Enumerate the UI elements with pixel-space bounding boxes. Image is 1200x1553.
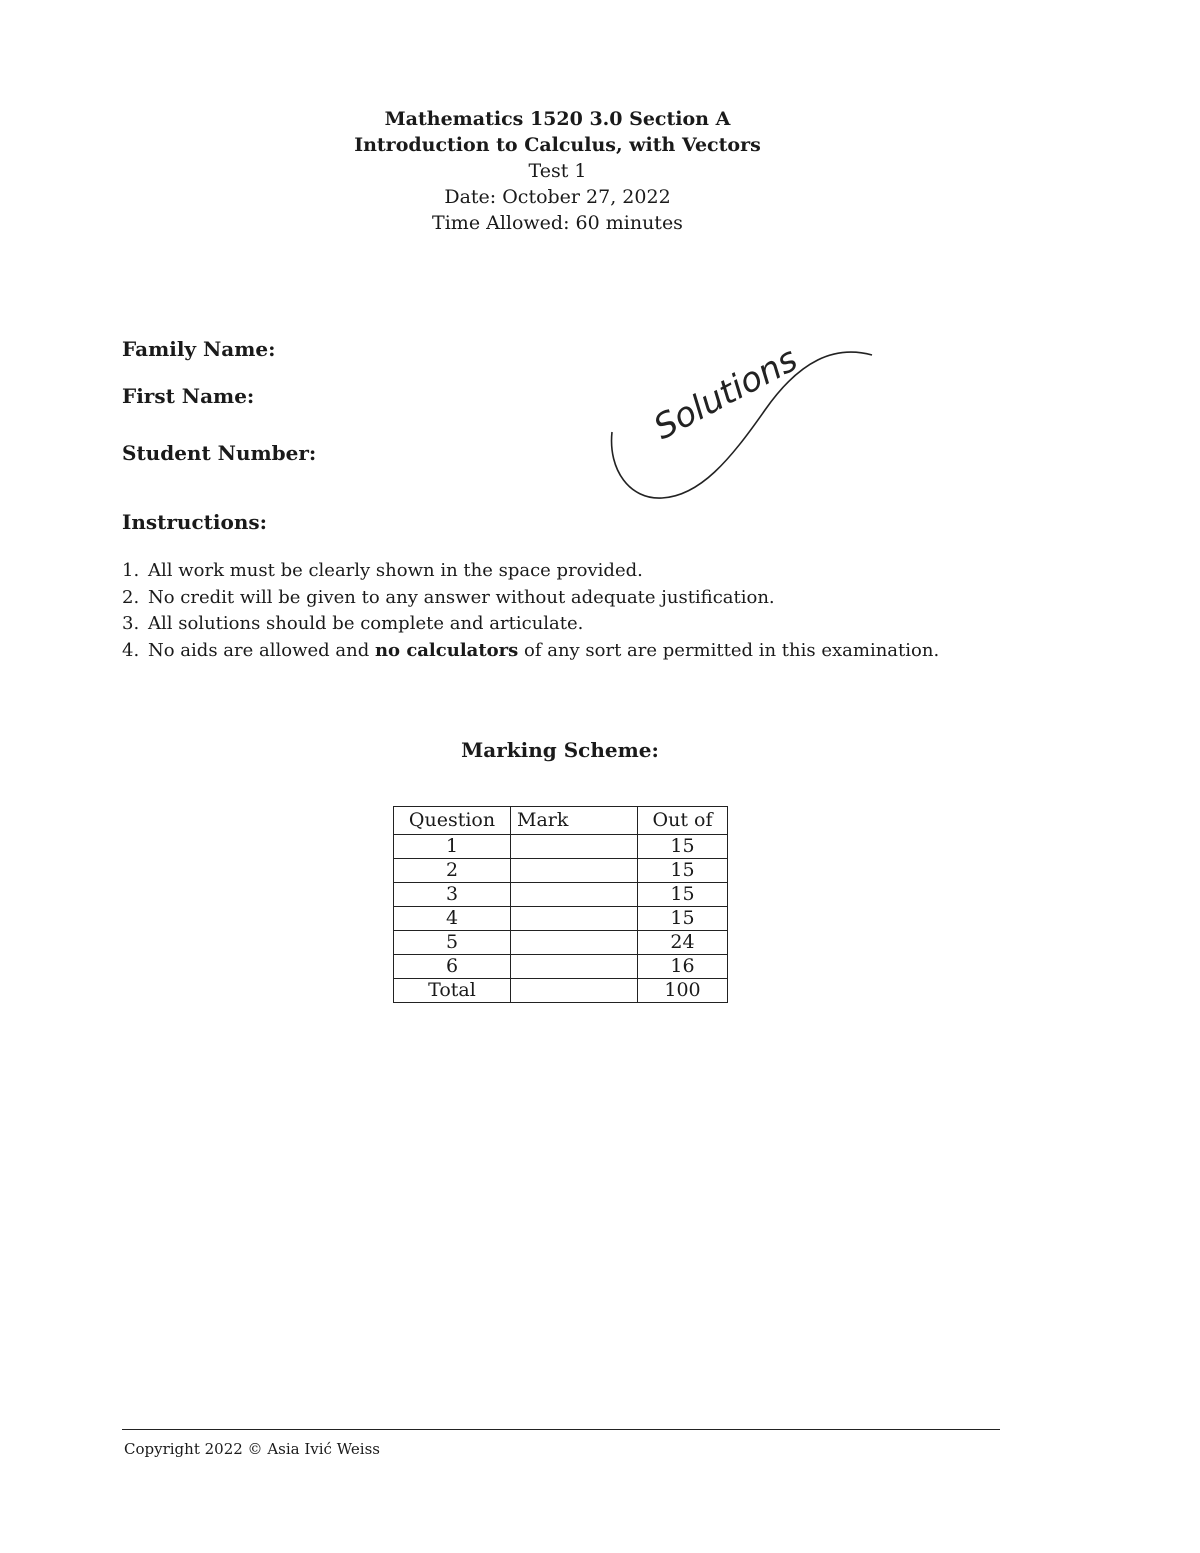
instruction-item: 3. All solutions should be complete and articulate. (122, 613, 584, 634)
course-subtitle: Introduction to Calculus, with Vectors (354, 134, 761, 156)
out-of-cell: 15 (638, 859, 728, 883)
mark-cell (511, 931, 638, 955)
out-of-cell: 15 (638, 907, 728, 931)
instruction-item: 2. No credit will be given to any answer without adequate justification. (122, 586, 775, 608)
out-of-cell: 15 (638, 883, 728, 907)
mark-cell (511, 955, 638, 979)
instructions-heading: Instructions: (122, 510, 268, 534)
table-row (394, 883, 728, 907)
question-cell: 2 (394, 859, 511, 883)
total-mark-cell (511, 979, 638, 1003)
question-column-header: Question (394, 807, 511, 835)
table-row (394, 835, 728, 859)
table-row (394, 955, 728, 979)
question-cell: 3 (394, 883, 511, 907)
course-title: Mathematics 1520 3.0 Section A (384, 108, 731, 130)
question-cell: 1 (394, 835, 511, 859)
marking-scheme-table (393, 806, 728, 1003)
out-of-cell: 24 (638, 931, 728, 955)
handwritten-solutions-signature (600, 310, 900, 510)
question-cell: 6 (394, 955, 511, 979)
total-out-of-cell: 100 (638, 979, 728, 1003)
time-allowed: Time Allowed: 60 minutes (432, 212, 683, 234)
out-of-cell: 15 (638, 835, 728, 859)
instructions-list (122, 558, 1022, 664)
test-date: Date: October 27, 2022 (444, 186, 671, 208)
mark-cell (511, 907, 638, 931)
marking-scheme-title: Marking Scheme: (461, 738, 659, 762)
mark-cell (511, 835, 638, 859)
table-row (394, 907, 728, 931)
copyright-footer: Copyright 2022 © Asia Ivić Weiss (124, 1440, 380, 1458)
table-header-row (394, 807, 728, 835)
table-row (394, 859, 728, 883)
test-name: Test 1 (528, 160, 587, 182)
student-number-label: Student Number: (122, 441, 317, 465)
instruction-item: 1. All work must be clearly shown in the space provided. (122, 560, 643, 581)
mark-cell (511, 859, 638, 883)
instruction-item: 4. No aids are allowed and no calculators of any sort are permitted in this examination. (122, 639, 940, 661)
out-of-cell: 16 (638, 955, 728, 979)
family-name-label: Family Name: (122, 337, 276, 361)
question-cell: 4 (394, 907, 511, 931)
out-of-column-header: Out of (638, 807, 728, 835)
table-row (394, 931, 728, 955)
table-row (394, 979, 728, 1003)
mark-cell (511, 883, 638, 907)
exam-header (0, 106, 1115, 236)
first-name-label: First Name: (122, 384, 255, 408)
footer-divider (122, 1429, 1000, 1430)
signature-text: Solutions (647, 339, 805, 448)
mark-column-header: Mark (511, 807, 638, 835)
total-label-cell: Total (394, 979, 511, 1003)
question-cell: 5 (394, 931, 511, 955)
